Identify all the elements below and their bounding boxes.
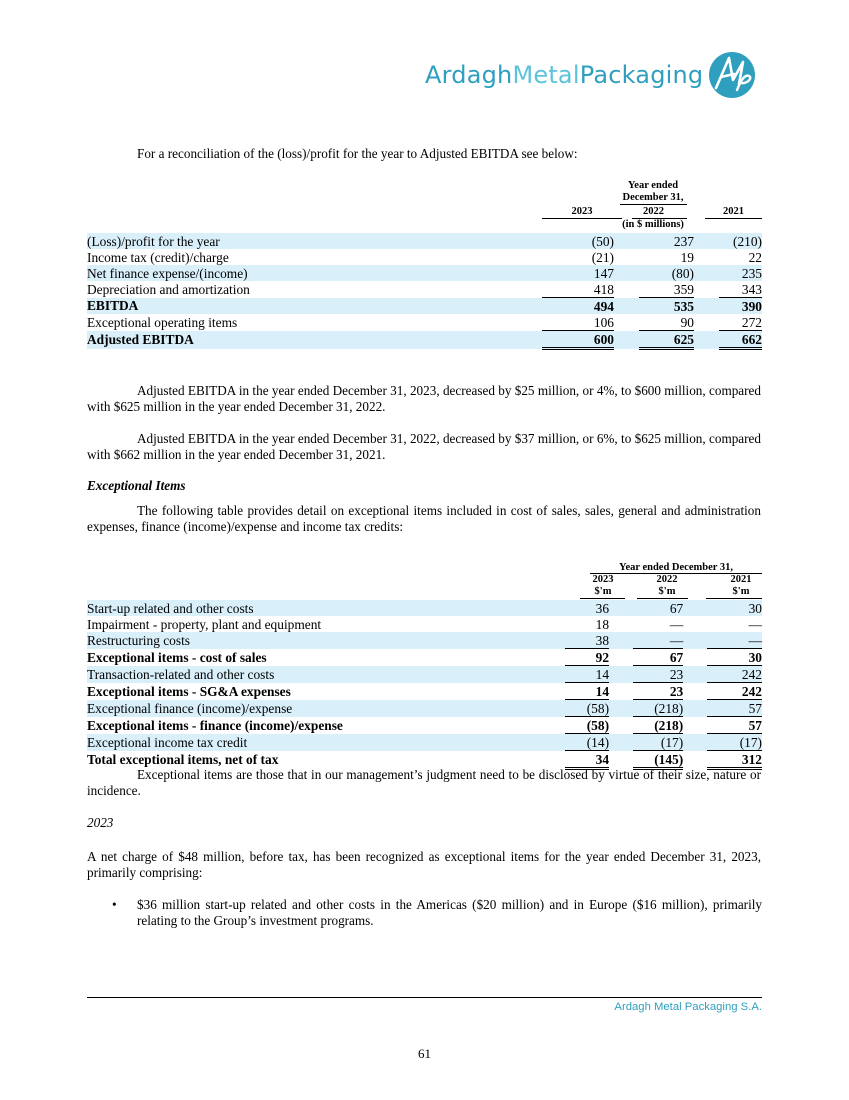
value-2021: 235 bbox=[719, 265, 762, 281]
value-2023: 18 bbox=[595, 616, 610, 632]
table-row bbox=[87, 666, 762, 683]
table-row bbox=[87, 700, 762, 717]
value-2023: 36 bbox=[565, 600, 609, 616]
value-2022: 625 bbox=[639, 331, 694, 349]
value-2023: 14 bbox=[565, 666, 609, 683]
value-2022: (218) bbox=[633, 700, 683, 717]
paragraph-exceptional-definition: Exceptional items are those that in our management’s judgment need to be disclosed by virtue of their size, nature or incidence. bbox=[87, 767, 761, 798]
row-label: EBITDA bbox=[87, 298, 542, 315]
value-2021: 242 bbox=[707, 683, 762, 700]
value-2021: 57 bbox=[707, 717, 762, 734]
section-heading-exceptional-items: Exceptional Items bbox=[87, 478, 186, 493]
table-row bbox=[87, 734, 762, 751]
value-2021: 242 bbox=[707, 666, 762, 683]
row-label: Adjusted EBITDA bbox=[87, 331, 542, 349]
row-label: Net finance expense/(income) bbox=[87, 265, 542, 281]
intro-text: For a reconciliation of the (loss)/profit for the year to Adjusted EBITDA see below: bbox=[137, 146, 578, 161]
row-label: Transaction-related and other costs bbox=[87, 666, 565, 683]
value-2021: 312 bbox=[707, 751, 762, 769]
value-2022: 359 bbox=[639, 281, 694, 298]
table-row bbox=[87, 616, 762, 632]
value-2022: (80) bbox=[639, 265, 694, 281]
value-2021: 272 bbox=[719, 314, 762, 331]
paragraph-exceptional-intro: The following table provides detail on exceptional items included in cost of sales, sales, general and administration expenses, finance (income)/expense and income tax credits: bbox=[87, 503, 761, 534]
value-2023: 92 bbox=[565, 649, 609, 666]
bullet-item-startup-costs: $36 million start-up related and other costs in the Americas ($20 million) and in Europe ($16 million), primarily relating to the Group’s investment programs. bbox=[137, 897, 762, 928]
row-label: Impairment - property, plant and equipment bbox=[87, 616, 322, 632]
company-logo bbox=[425, 50, 757, 100]
value-2023: 494 bbox=[542, 298, 614, 315]
table-row bbox=[87, 600, 762, 616]
table2-unit-2023: $'m bbox=[594, 586, 612, 597]
table2-unit-2021: $'m bbox=[732, 586, 750, 597]
value-2021: — bbox=[748, 616, 762, 632]
value-2022: 67 bbox=[633, 649, 683, 666]
exceptional-items-table bbox=[87, 600, 762, 770]
table1-year-2023: 2023 bbox=[571, 206, 593, 217]
logo-word-ardagh: Ardagh bbox=[425, 61, 513, 89]
value-2023: (21) bbox=[591, 249, 614, 265]
row-label: Exceptional operating items bbox=[87, 314, 238, 330]
value-2021: 343 bbox=[719, 281, 762, 298]
table-row bbox=[87, 314, 762, 331]
table2-header-year-ended: Year ended December 31, bbox=[619, 562, 733, 573]
table-row bbox=[87, 632, 762, 649]
row-label: Exceptional items - finance (income)/expense bbox=[87, 717, 343, 733]
table1-header-year-ended: Year ended bbox=[627, 180, 679, 191]
table2-year-2022: 2022 bbox=[656, 574, 678, 585]
row-label: Total exceptional items, net of tax bbox=[87, 752, 279, 767]
table2-year-2023: 2023 bbox=[592, 574, 614, 585]
table-row bbox=[87, 265, 762, 281]
footer-company: Ardagh Metal Packaging S.A. bbox=[614, 1001, 762, 1013]
page-number: 61 bbox=[418, 1046, 431, 1061]
value-2021: 22 bbox=[748, 249, 762, 265]
value-2022: (145) bbox=[633, 751, 683, 769]
row-label: Income tax (credit)/charge bbox=[87, 249, 229, 265]
value-2021: 662 bbox=[719, 331, 762, 349]
table-row bbox=[87, 683, 762, 700]
footer-divider bbox=[87, 997, 762, 998]
value-2023: 14 bbox=[565, 683, 609, 700]
value-2021: 57 bbox=[707, 700, 762, 717]
table1-units: (in $ millions) bbox=[622, 219, 684, 230]
paragraph-ebitda-2023: Adjusted EBITDA in the year ended December 31, 2023, decreased by $25 million, or 4%, to $600 million, compared with $625 million in the year ended December 31, 2022. bbox=[87, 383, 761, 414]
row-label: Exceptional items - SG&A expenses bbox=[87, 683, 291, 699]
row-label: Exceptional finance (income)/expense bbox=[87, 700, 565, 717]
value-2023: (14) bbox=[565, 734, 609, 751]
table2-year-2021: 2021 bbox=[730, 574, 752, 585]
value-2021: (17) bbox=[707, 734, 762, 751]
value-2023: 38 bbox=[565, 632, 609, 649]
table-row bbox=[87, 751, 762, 769]
table-row bbox=[87, 717, 762, 734]
value-2022: (17) bbox=[633, 734, 683, 751]
table1-year-2021: 2021 bbox=[723, 206, 744, 217]
row-label: Start-up related and other costs bbox=[87, 600, 565, 616]
value-2023: 600 bbox=[542, 331, 614, 349]
value-2023: 106 bbox=[542, 314, 614, 331]
value-2022: — bbox=[669, 616, 684, 632]
subheading-2023: 2023 bbox=[87, 815, 114, 830]
value-2021: 30 bbox=[707, 649, 762, 666]
value-2022: 19 bbox=[680, 249, 694, 265]
table1-year-2022: 2022 bbox=[643, 206, 664, 217]
value-2021: 30 bbox=[707, 600, 762, 616]
value-2023: 418 bbox=[542, 281, 614, 298]
value-2022: 67 bbox=[633, 600, 683, 616]
value-2022: (218) bbox=[633, 717, 683, 734]
value-2022: 90 bbox=[639, 314, 694, 331]
amp-logo-icon bbox=[707, 50, 757, 100]
table-row bbox=[87, 233, 762, 249]
value-2022: — bbox=[633, 632, 683, 649]
row-label: Depreciation and amortization bbox=[87, 281, 250, 297]
table-row bbox=[87, 281, 762, 298]
value-2022: 237 bbox=[639, 233, 694, 249]
adjusted-ebitda-table bbox=[87, 233, 762, 350]
value-2021: — bbox=[707, 632, 762, 649]
value-2022: 23 bbox=[633, 666, 683, 683]
paragraph-net-charge: A net charge of $48 million, before tax, has been recognized as exceptional items for the year ended December 31, 2023, primarily comprising: bbox=[87, 849, 761, 880]
table-row bbox=[87, 298, 762, 315]
logo-wordmark bbox=[425, 63, 703, 87]
value-2021: (210) bbox=[719, 233, 762, 249]
logo-word-packaging: Packaging bbox=[579, 61, 704, 89]
value-2023: (58) bbox=[565, 700, 609, 717]
value-2023: (50) bbox=[542, 233, 614, 249]
table-row bbox=[87, 649, 762, 666]
value-2023: 34 bbox=[565, 751, 609, 769]
row-label: Exceptional items - cost of sales bbox=[87, 649, 267, 665]
table1-header-december: December 31, bbox=[622, 192, 684, 203]
row-label: Exceptional income tax credit bbox=[87, 734, 565, 751]
logo-word-metal: Metal bbox=[512, 61, 580, 89]
value-2023: 147 bbox=[542, 265, 614, 281]
bullet-icon: • bbox=[112, 897, 117, 912]
table-row bbox=[87, 249, 762, 265]
table2-unit-2022: $'m bbox=[658, 586, 676, 597]
value-2022: 535 bbox=[639, 298, 694, 315]
value-2023: (58) bbox=[565, 717, 609, 734]
row-label: Restructuring costs bbox=[87, 632, 565, 649]
value-2021: 390 bbox=[719, 298, 762, 315]
paragraph-ebitda-2022: Adjusted EBITDA in the year ended December 31, 2022, decreased by $37 million, or 6%, to $625 million, compared with $662 million in the year ended December 31, 2021. bbox=[87, 431, 761, 462]
value-2022: 23 bbox=[633, 683, 683, 700]
table-row bbox=[87, 331, 762, 349]
row-label: (Loss)/profit for the year bbox=[87, 233, 542, 249]
